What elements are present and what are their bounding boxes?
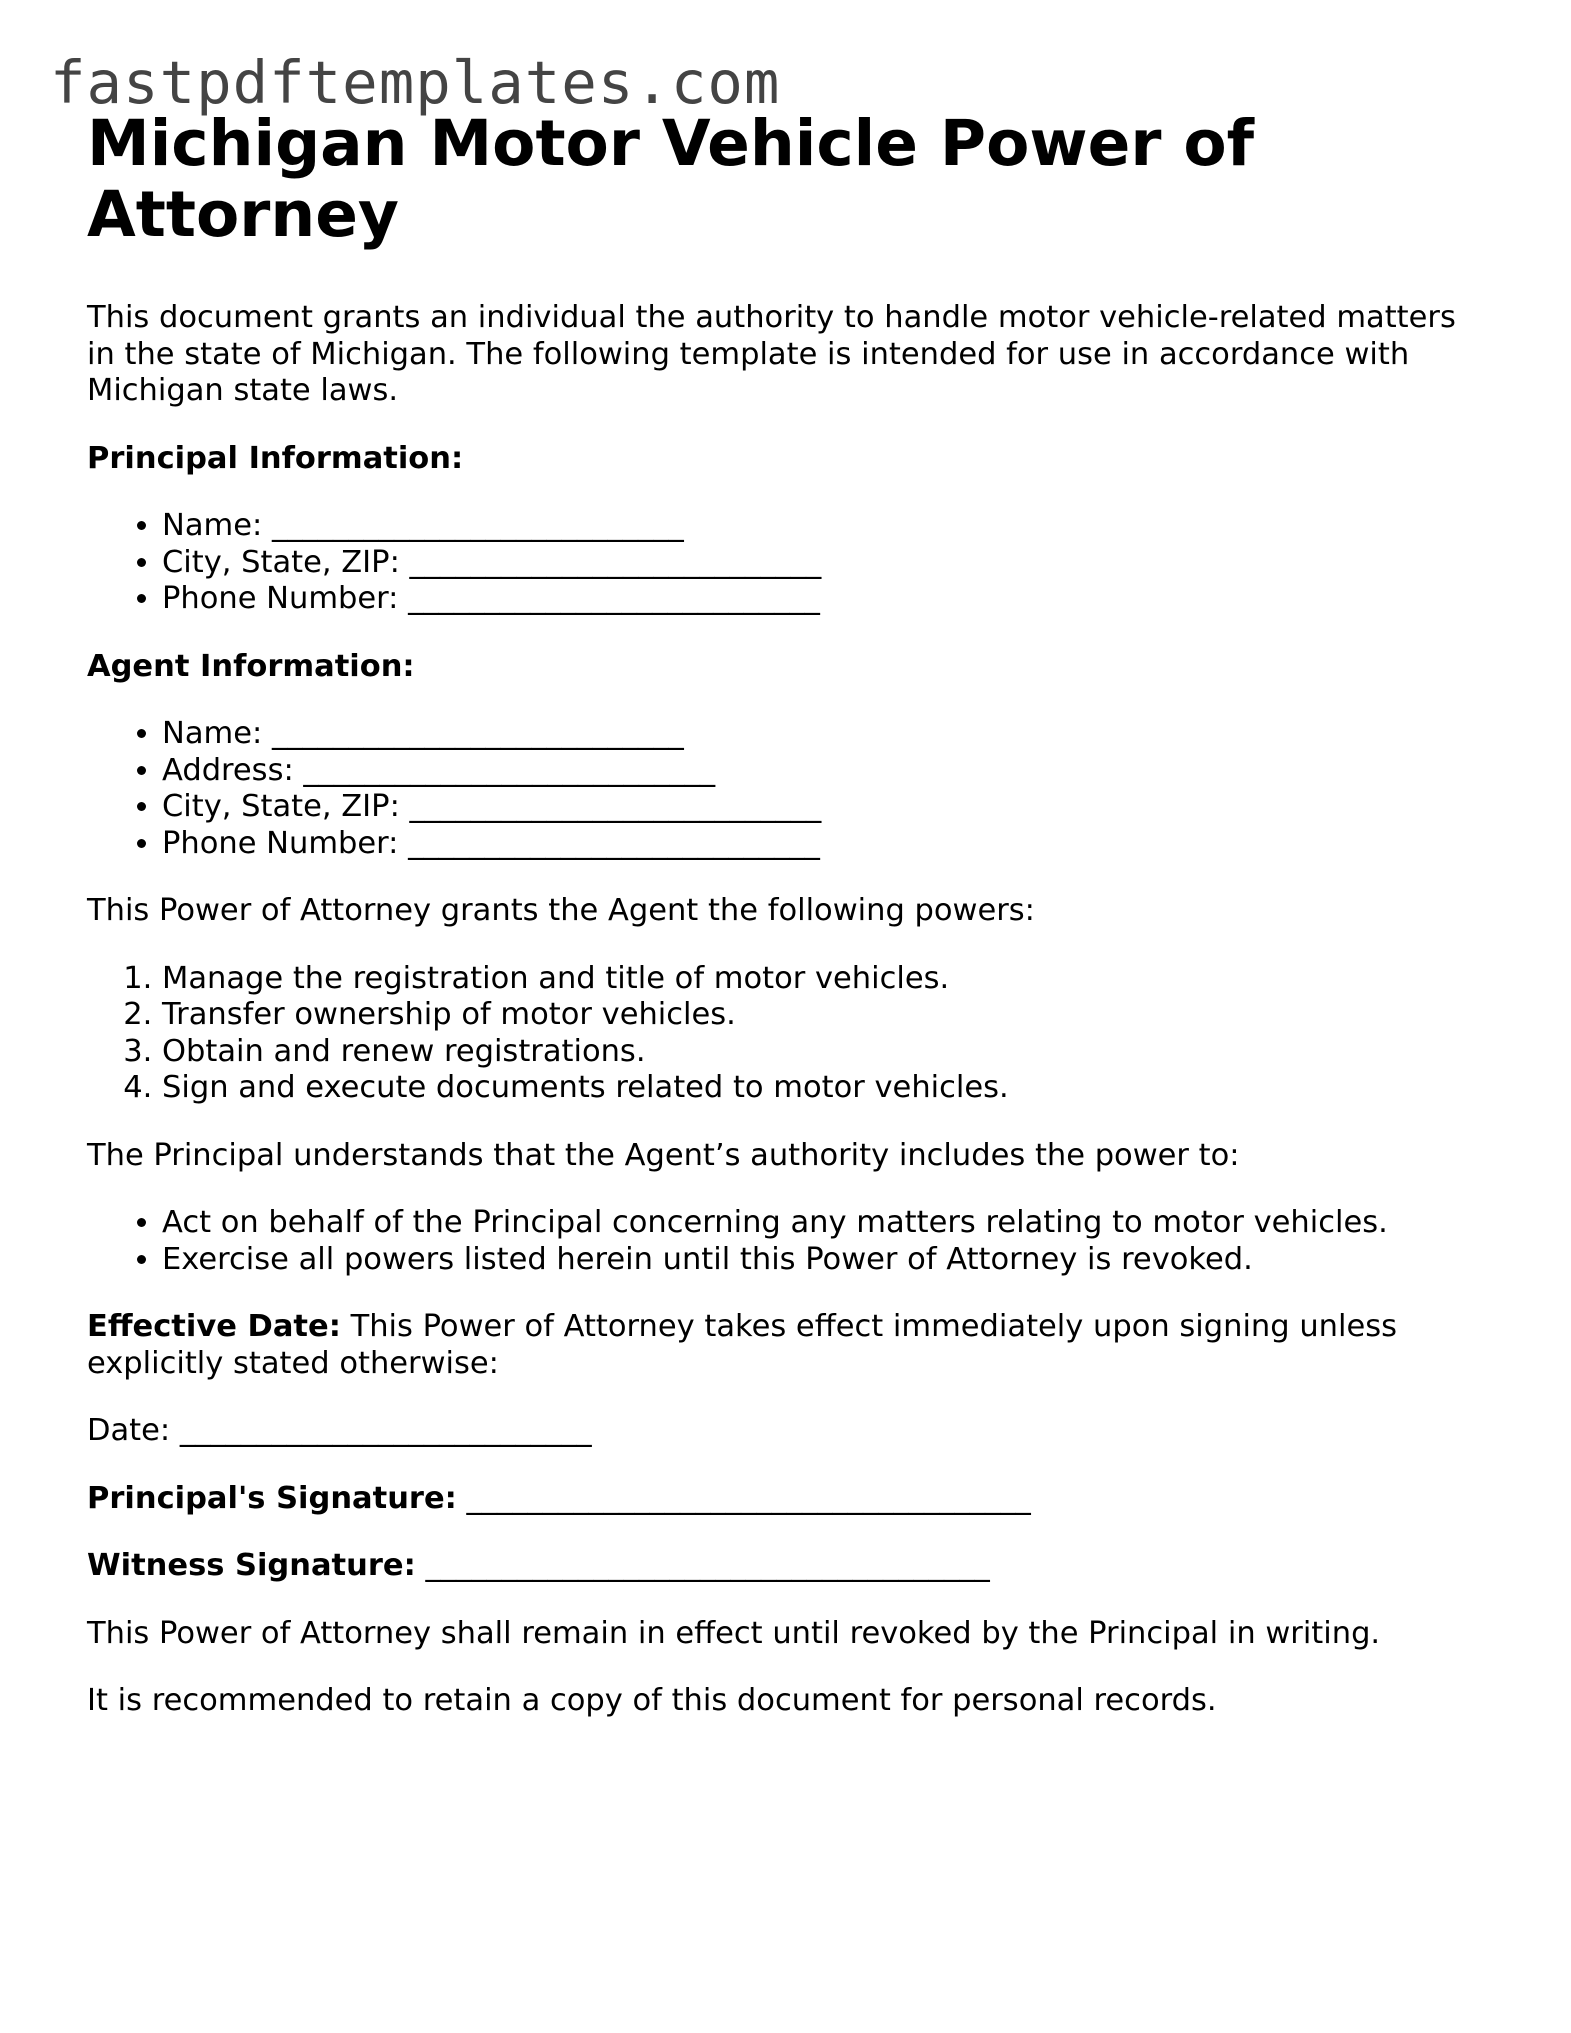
principal-name-field: • Name: ___________________________ xyxy=(162,508,1487,545)
authority-item: • Act on behalf of the Principal concerning any matters relating to motor vehicles. xyxy=(162,1205,1487,1242)
power-item: 2. Transfer ownership of motor vehicles. xyxy=(162,997,1487,1034)
power-item: 4. Sign and execute documents related to motor vehicles. xyxy=(162,1070,1487,1107)
document-body xyxy=(87,108,1487,1751)
recommend-paragraph: It is recommended to retain a copy of this document for personal records. xyxy=(87,1683,1217,1718)
principal-signature-line xyxy=(87,1481,1487,1518)
principal-signature-label: Principal's Signature: xyxy=(87,1480,457,1516)
powers-list xyxy=(87,961,1487,1107)
date-line: Date: ___________________________ xyxy=(87,1413,592,1448)
authority-intro: The Principal understands that the Agent’s authority includes the power to: xyxy=(87,1137,1240,1173)
authority-list xyxy=(87,1205,1487,1278)
power-item: 1. Manage the registration and title of motor vehicles. xyxy=(162,961,1487,998)
witness-signature-line xyxy=(87,1548,1487,1585)
witness-signature-label: Witness Signature: xyxy=(87,1548,416,1583)
intro-paragraph: This document grants an individual the authority to handle motor vehicle-related matters in the state of Michigan. The following template is intended for use in accordance with Michigan state laws. xyxy=(87,300,1456,408)
principal-city-field: • City, State, ZIP: ___________________________ xyxy=(162,545,1487,582)
agent-name-field: • Name: ___________________________ xyxy=(162,716,1487,753)
agent-city-field: • City, State, ZIP: ___________________________ xyxy=(162,789,1487,826)
effective-date-label: Effective Date: xyxy=(87,1309,341,1344)
agent-address-field: • Address: ___________________________ xyxy=(162,753,1487,790)
agent-heading: Agent Information: xyxy=(87,648,415,684)
principal-phone-field: • Phone Number: ___________________________ xyxy=(162,581,1487,618)
principal-signature-blank: _____________________________________ xyxy=(456,1480,1031,1516)
agent-fields xyxy=(87,716,1487,862)
remain-paragraph: This Power of Attorney shall remain in effect until revoked by the Principal in writing. xyxy=(87,1615,1381,1651)
witness-signature-blank: _____________________________________ xyxy=(415,1548,990,1583)
watermark: fastpdftemplates.com xyxy=(50,48,781,117)
agent-phone-field: • Phone Number: ___________________________ xyxy=(162,826,1487,863)
principal-heading: Principal Information: xyxy=(87,440,464,476)
effective-date-text: This Power of Attorney takes effect immediately upon signing unless explicitly stated otherwise: xyxy=(87,1309,1397,1381)
authority-item: • Exercise all powers listed herein until this Power of Attorney is revoked. xyxy=(162,1242,1487,1279)
page-title: Michigan Motor Vehicle Power of Attorney xyxy=(87,107,1255,251)
principal-fields xyxy=(87,508,1487,618)
effective-date-paragraph xyxy=(87,1309,1487,1382)
power-item: 3. Obtain and renew registrations. xyxy=(162,1034,1487,1071)
powers-intro: This Power of Attorney grants the Agent the following powers: xyxy=(87,893,1035,928)
